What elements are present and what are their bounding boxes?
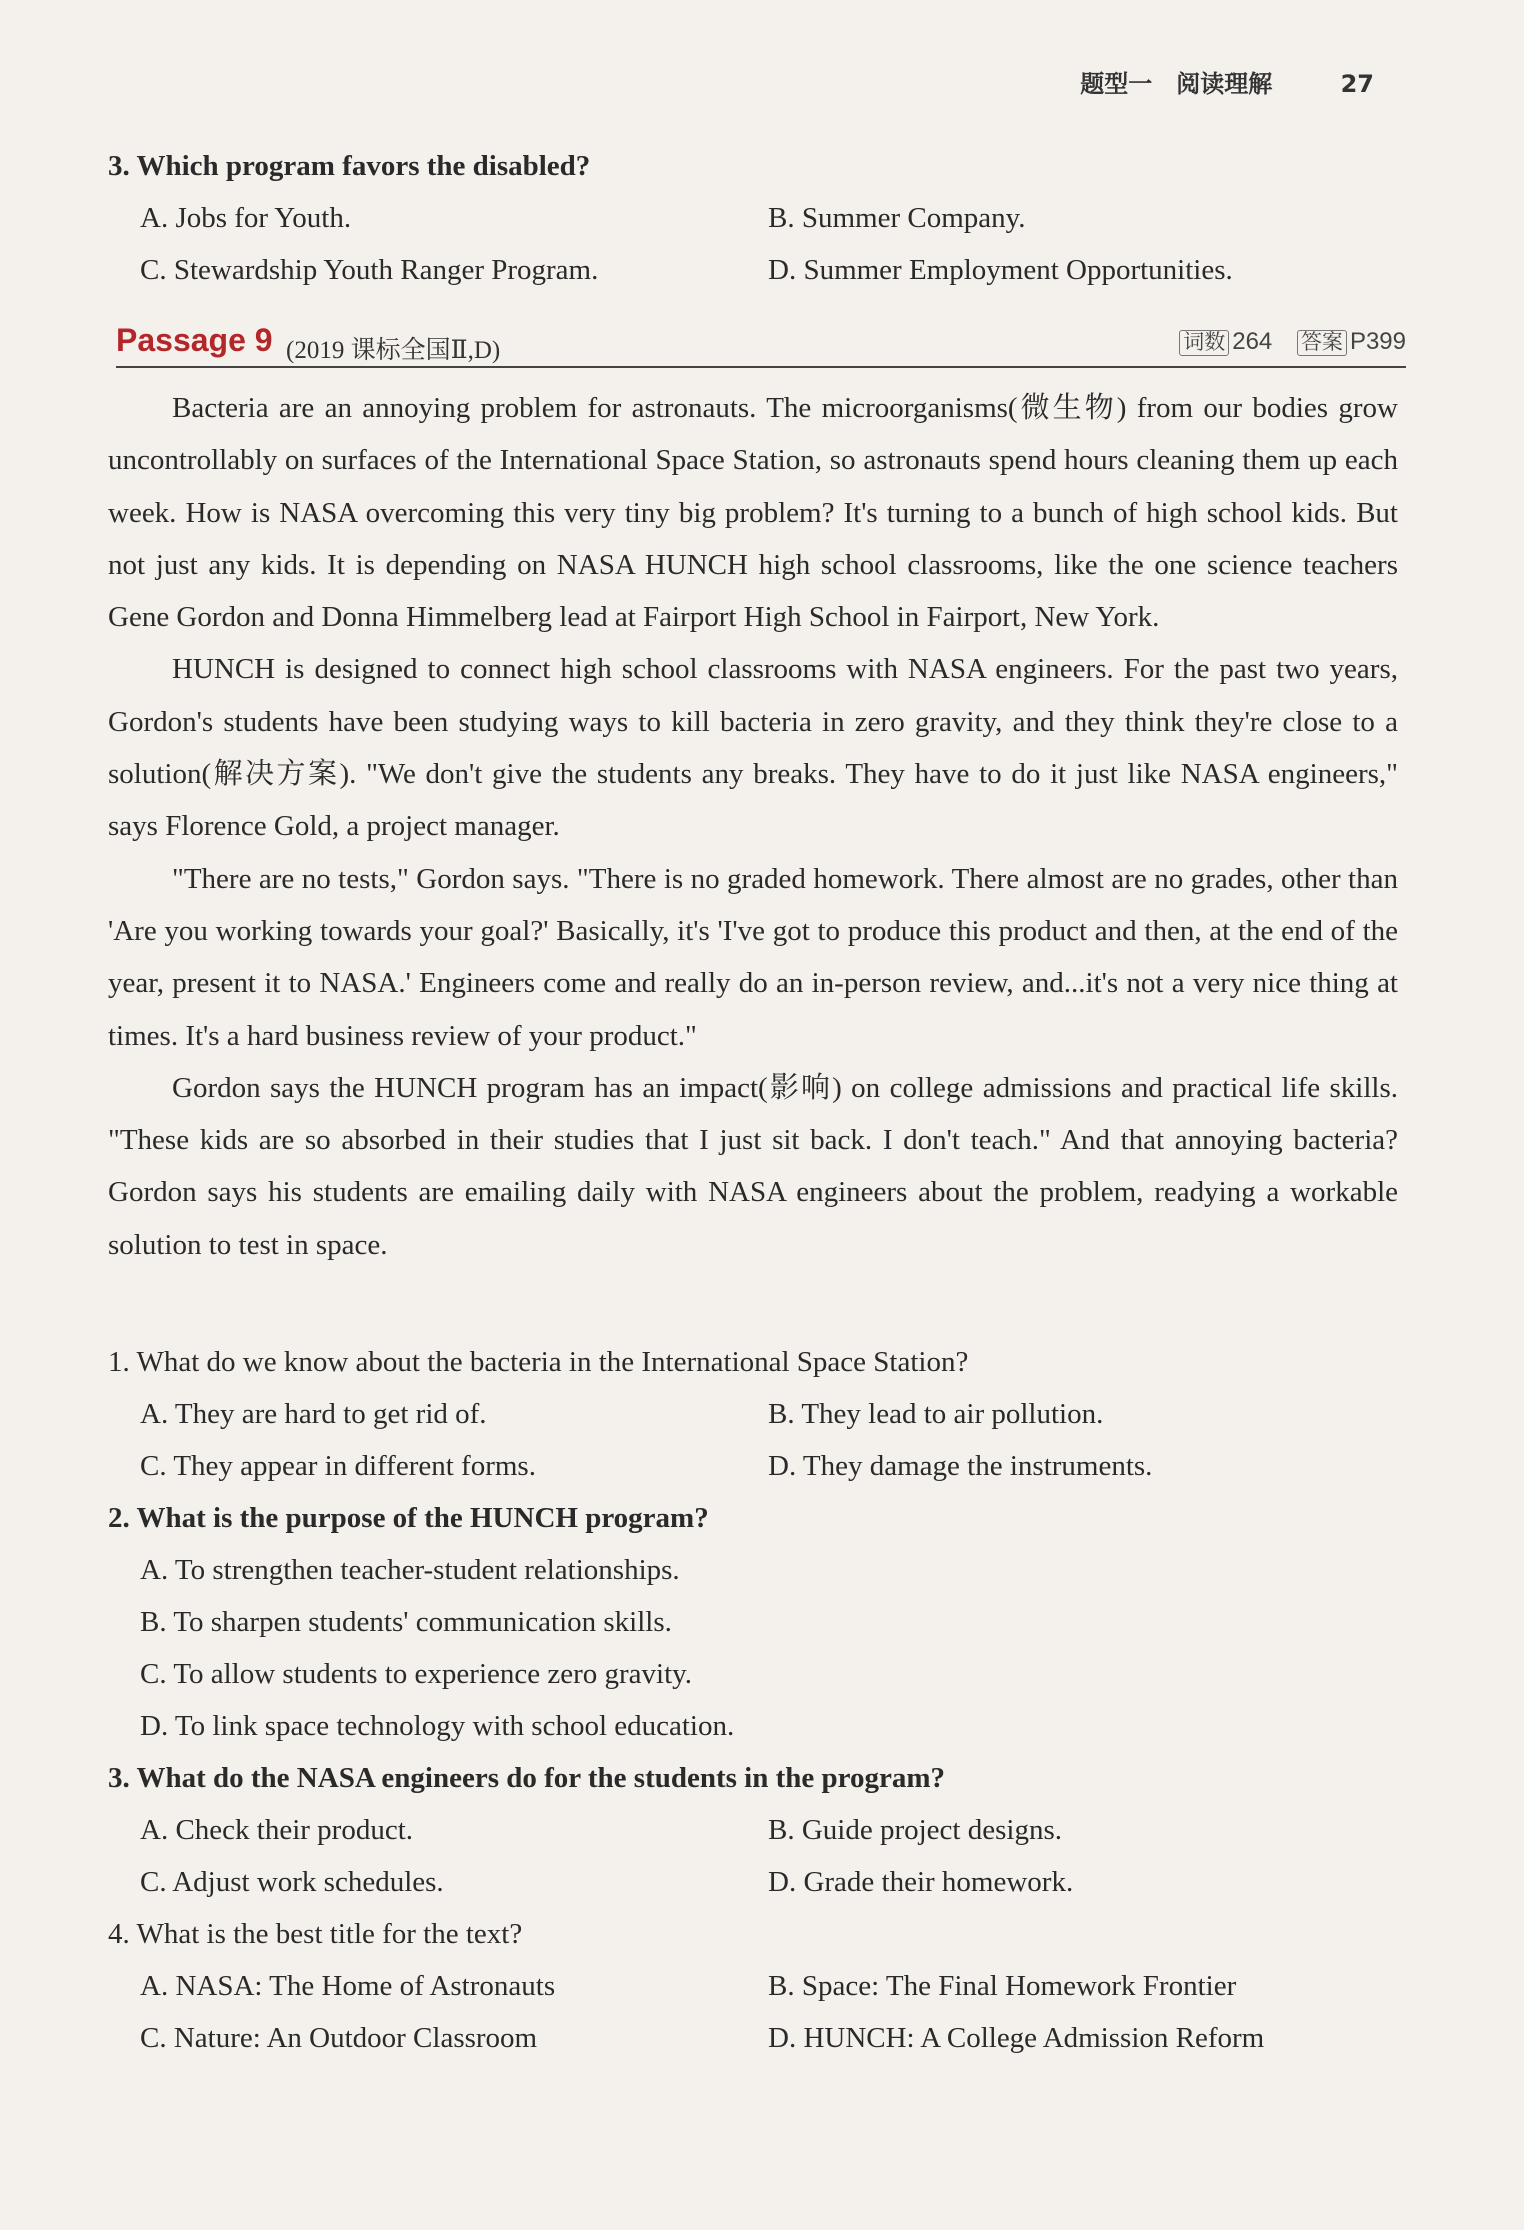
passage-body: [108, 382, 1398, 1271]
answer-label: 答案: [1297, 330, 1347, 356]
paragraph: Bacteria are an annoying problem for astronauts. The microorganisms(微生物) from our bodies grow uncontrollably on surfaces of the International Space Station, so astronauts spend hours cleaning them up each week. How is NASA overcoming this very tiny big problem? It's turning to a bunch of high school kids. But not just any kids. It is depending on NASA HUNCH high school classrooms, like the one science teachers Gene Gordon and Donna Himmelberg lead at Fairport High School in Fairport, New York.: [108, 392, 1398, 634]
option-a[interactable]: A. They are hard to get rid of.: [140, 1398, 487, 1430]
option-c[interactable]: C. Stewardship Youth Ranger Program.: [140, 254, 599, 286]
option-b[interactable]: B. Summer Company.: [768, 202, 1026, 234]
option-c[interactable]: C. Nature: An Outdoor Classroom: [140, 2022, 538, 2054]
paragraph: "There are no tests," Gordon says. "There is no graded homework. There almost are no grades, other than 'Are you working towards your goal?' Basically, it's 'I've got to produce this product and then, at the end of the year, present it to NASA.' Engineers come and really do an in-person review, and...it's not a very nice thing at times. It's a hard business review of your product.": [108, 862, 1398, 1052]
option-b[interactable]: B. Space: The Final Homework Frontier: [768, 1970, 1237, 2002]
option-d[interactable]: D. Summer Employment Opportunities.: [768, 254, 1233, 286]
option-a[interactable]: A. To strengthen teacher-student relationships.: [140, 1554, 680, 1586]
option-a[interactable]: A. Jobs for Youth.: [140, 202, 352, 234]
option-b[interactable]: B. Guide project designs.: [768, 1814, 1062, 1846]
prev-question-stem: 3. Which program favors the disabled?: [108, 150, 591, 182]
answer-page: P399: [1349, 328, 1406, 355]
paragraph: Gordon says the HUNCH program has an impact(影响) on college admissions and practical life skills. "These kids are so absorbed in their studies that I just sit back. I don't teach." And that annoying bacteria? Gordon says his students are emailing daily with NASA engineers about the problem, readying a workable solution to test in space.: [108, 1071, 1398, 1261]
option-b[interactable]: B. To sharpen students' communication skills.: [140, 1606, 672, 1638]
question-stem: 3. What do the NASA engineers do for the students in the program?: [108, 1762, 946, 1794]
word-count-label: 词数: [1179, 330, 1229, 356]
passage-source: (2019 课标全国Ⅱ,D): [286, 337, 501, 364]
section-label: 题型一 阅读理解: [1080, 70, 1273, 98]
option-b[interactable]: B. They lead to air pollution.: [768, 1398, 1104, 1430]
paragraph: HUNCH is designed to connect high school classrooms with NASA engineers. For the past two years, Gordon's students have been studying ways to kill bacteria in zero gravity, and they think they're close to a solution(解决方案). "We don't give the students any breaks. They have to do it just like NASA engineers," says Florence Gold, a project manager.: [108, 653, 1398, 843]
option-d[interactable]: D. They damage the instruments.: [768, 1450, 1153, 1482]
word-count: 264: [1232, 328, 1273, 355]
page-number: 27: [1340, 70, 1374, 98]
passage-title: Passage 9: [116, 322, 273, 358]
question-stem: 4. What is the best title for the text?: [108, 1918, 523, 1950]
option-c[interactable]: C. To allow students to experience zero gravity.: [140, 1658, 693, 1690]
passage-meta: [1179, 328, 1406, 356]
question-stem: 1. What do we know about the bacteria in the International Space Station?: [108, 1346, 969, 1378]
question-stem: 2. What is the purpose of the HUNCH program?: [108, 1502, 709, 1534]
page-header: [1080, 64, 1374, 99]
option-a[interactable]: A. Check their product.: [140, 1814, 414, 1846]
passage-header: [116, 322, 1406, 368]
option-d[interactable]: D. To link space technology with school education.: [140, 1710, 735, 1742]
option-d[interactable]: D. Grade their homework.: [768, 1866, 1074, 1898]
option-c[interactable]: C. Adjust work schedules.: [140, 1866, 444, 1898]
option-d[interactable]: D. HUNCH: A College Admission Reform: [768, 2022, 1265, 2054]
option-a[interactable]: A. NASA: The Home of Astronauts: [140, 1970, 556, 2002]
option-c[interactable]: C. They appear in different forms.: [140, 1450, 536, 1482]
